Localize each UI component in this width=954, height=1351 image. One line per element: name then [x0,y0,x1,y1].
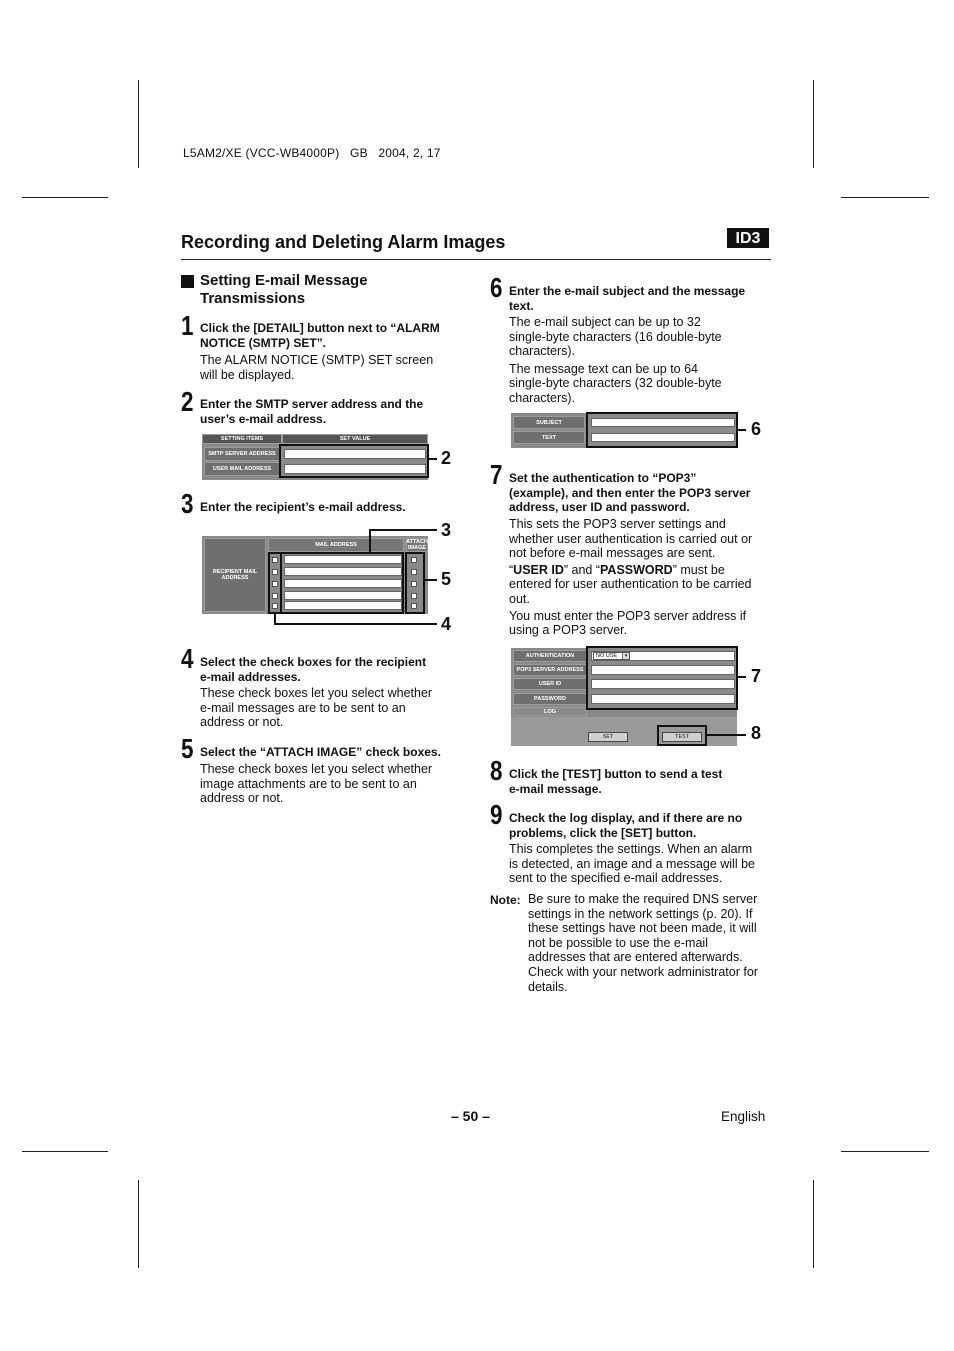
select-value: NO USE [596,653,618,659]
text-run: ” must be [672,562,725,577]
note-line: not be possible to use the e-mail [528,935,708,950]
step-heading-line: Enter the SMTP server address and the [200,397,424,411]
crop-mark [138,80,139,168]
page-title: Recording and Deleting Alarm Images [181,232,506,252]
body-line: using a POP3 server. [509,623,628,638]
step-heading [200,321,440,350]
step-body [509,842,755,886]
note-body [528,892,758,994]
body-line: These check boxes let you select whether [200,762,433,776]
text-run: “ [509,562,514,577]
step-heading-line: Click the [TEST] button to send a test [509,767,723,781]
note-label: Note: [490,893,521,907]
body-line: image attachments are to be sent to an [200,776,417,791]
chevron-down-icon: ▾ [622,653,629,659]
set-button[interactable]: SET [588,732,628,742]
callout-number: 4 [441,614,452,634]
callout-number: 8 [751,723,762,743]
callout-box [586,646,738,710]
step-body [200,353,433,382]
step-heading [200,500,406,515]
col-header-set-value: SET VALUE [282,434,428,444]
label-smtp-server-address: SMTP SERVER ADDRESS [204,447,280,461]
doc-code: L5AM2/XE (VCC-WB4000P) GB 2004, 2, 17 [183,146,441,160]
note-line: details. [528,979,568,994]
section-title-line: Setting E-mail Message [200,272,368,289]
callout-line [425,579,437,581]
body-line: entered for user authentication to be carried [509,577,752,592]
step-number: 8 [490,755,503,786]
body-line: single-byte characters (16 double-byte [509,329,722,344]
note-line: addresses that are entered afterwards. [528,950,743,965]
body-line: e-mail messages are to be sent to an [200,700,406,715]
callout-number: 3 [441,520,452,540]
page-number: – 50 – [451,1108,490,1124]
step-heading [200,397,423,426]
callout-box [268,552,282,614]
step-number: 3 [181,488,194,519]
note-line: these settings have not been made, it will [528,921,757,936]
callout-number: 2 [441,448,452,468]
label-text: TEXT [513,431,585,444]
body-line: address or not. [200,715,284,730]
callout-box [279,444,429,478]
body-line: These check boxes let you select whether [200,686,433,700]
label-user-id: USER ID [513,678,587,690]
callout-box [586,412,738,448]
callout-number: 6 [751,419,762,439]
callout-line [707,734,746,736]
step-heading-line: e-mail addresses. [200,669,301,684]
body-line: is detected, an image and a message will be [509,856,755,871]
body-line: single-byte characters (32 double-byte [509,376,722,391]
callout-line [429,458,437,460]
crop-mark [813,1180,814,1268]
test-button[interactable]: TEST [662,732,702,742]
callout-number: 7 [751,666,762,686]
label-subject: SUBJECT [513,416,585,429]
body-line: sent to the specified e-mail addresses. [509,871,723,886]
password-term: PASSWORD [600,562,673,577]
step-heading [509,811,742,840]
step-heading-line: Enter the recipient’s e-mail address. [200,500,406,514]
step-number: 1 [181,310,194,341]
crop-mark [841,197,929,198]
col-header-setting-items: SETTING ITEMS [202,434,282,444]
crop-mark [841,1151,929,1152]
step-number: 2 [181,386,194,417]
note-line: Check with your network administrator for [528,964,758,979]
body-line: characters). [509,390,575,405]
callout-line [274,623,437,625]
step-heading-line: text. [509,298,534,313]
step-heading-line: address, user ID and password. [509,500,690,514]
step-body [509,315,722,406]
step-number: 7 [490,459,503,490]
body-line [509,563,752,578]
step-body [200,762,432,806]
label-recipient-mail-address: RECIPIENT MAIL ADDRESS [204,538,266,612]
col-header-attach-image: ATTACH IMAGE [406,539,428,551]
body-line: The message text can be up to 64 [509,361,699,376]
label-pop3-server-address: POP3 SERVER ADDRESS [513,664,587,676]
step-body [200,686,432,730]
step-heading [509,767,722,796]
user-id-term: USER ID [513,562,564,577]
crop-mark [138,1180,139,1268]
step-heading-line: Select the “ATTACH IMAGE” check boxes. [200,745,441,759]
callout-number: 5 [441,569,452,589]
title-rule [181,259,771,260]
callout-box [280,552,404,614]
callout-box [405,552,425,614]
body-line: will be displayed. [200,367,295,382]
step-heading [509,284,745,313]
step-heading-line: (example), and then enter the POP3 server [509,485,751,500]
crop-mark [813,80,814,168]
section-square-icon [181,275,194,288]
label-password: PASSWORD [513,693,587,705]
body-line: not before e-mail messages are sent. [509,546,716,561]
body-line: out. [509,591,530,606]
step-heading-line: e-mail message. [509,781,602,796]
body-line: address or not. [200,791,284,806]
note-line: settings in the network settings (p. 20). If [528,906,753,921]
step-heading [200,655,426,684]
callout-line [738,429,746,431]
step-heading-line: Check the log display, and if there are no [509,811,743,825]
step-heading-line: Enter the e-mail subject and the message [509,284,746,298]
callout-box [657,725,707,746]
body-line: whether user authentication is carried out or [509,531,753,546]
language-label: English [721,1109,766,1124]
step-heading-line: Click the [DETAIL] button next to “ALARM [200,321,440,335]
body-line: You must enter the POP3 server address if [509,608,747,623]
body-line: This sets the POP3 server settings and [509,517,726,531]
section-badge: ID3 [727,228,769,248]
step-number: 4 [181,643,194,674]
step-heading-line: problems, click the [SET] button. [509,825,697,840]
crop-mark [22,1151,108,1152]
step-heading-line: user’s e-mail address. [200,411,327,426]
col-header-mail-address: MAIL ADDRESS [268,538,404,552]
crop-mark [22,197,108,198]
section-title-line: Transmissions [200,290,306,307]
body-line: The e-mail subject can be up to 32 [509,315,701,329]
step-heading [509,471,750,515]
callout-line [738,676,746,678]
step-body [509,517,752,638]
body-line: The ALARM NOTICE (SMTP) SET screen [200,353,434,367]
callout-line [369,530,371,552]
callout-line [369,529,437,531]
step-number: 9 [490,799,503,830]
text-run: ” and “ [563,562,601,577]
body-line: This completes the settings. When an alarm [509,842,753,856]
label-authentication: AUTHENTICATION [513,650,587,662]
label-user-mail-address: USER MAIL ADDRESS [204,462,280,476]
label-log: LOG [513,707,587,716]
step-heading-line: Set the authentication to “POP3” [509,471,697,485]
step-heading-line: NOTICE (SMTP) SET”. [200,335,326,350]
step-heading-line: Select the check boxes for the recipient [200,655,427,669]
step-number: 5 [181,733,194,764]
body-line: characters). [509,344,575,359]
step-number: 6 [490,272,503,303]
section-title [200,272,368,308]
note-line: Be sure to make the required DNS server [528,892,758,906]
step-heading [200,745,441,760]
